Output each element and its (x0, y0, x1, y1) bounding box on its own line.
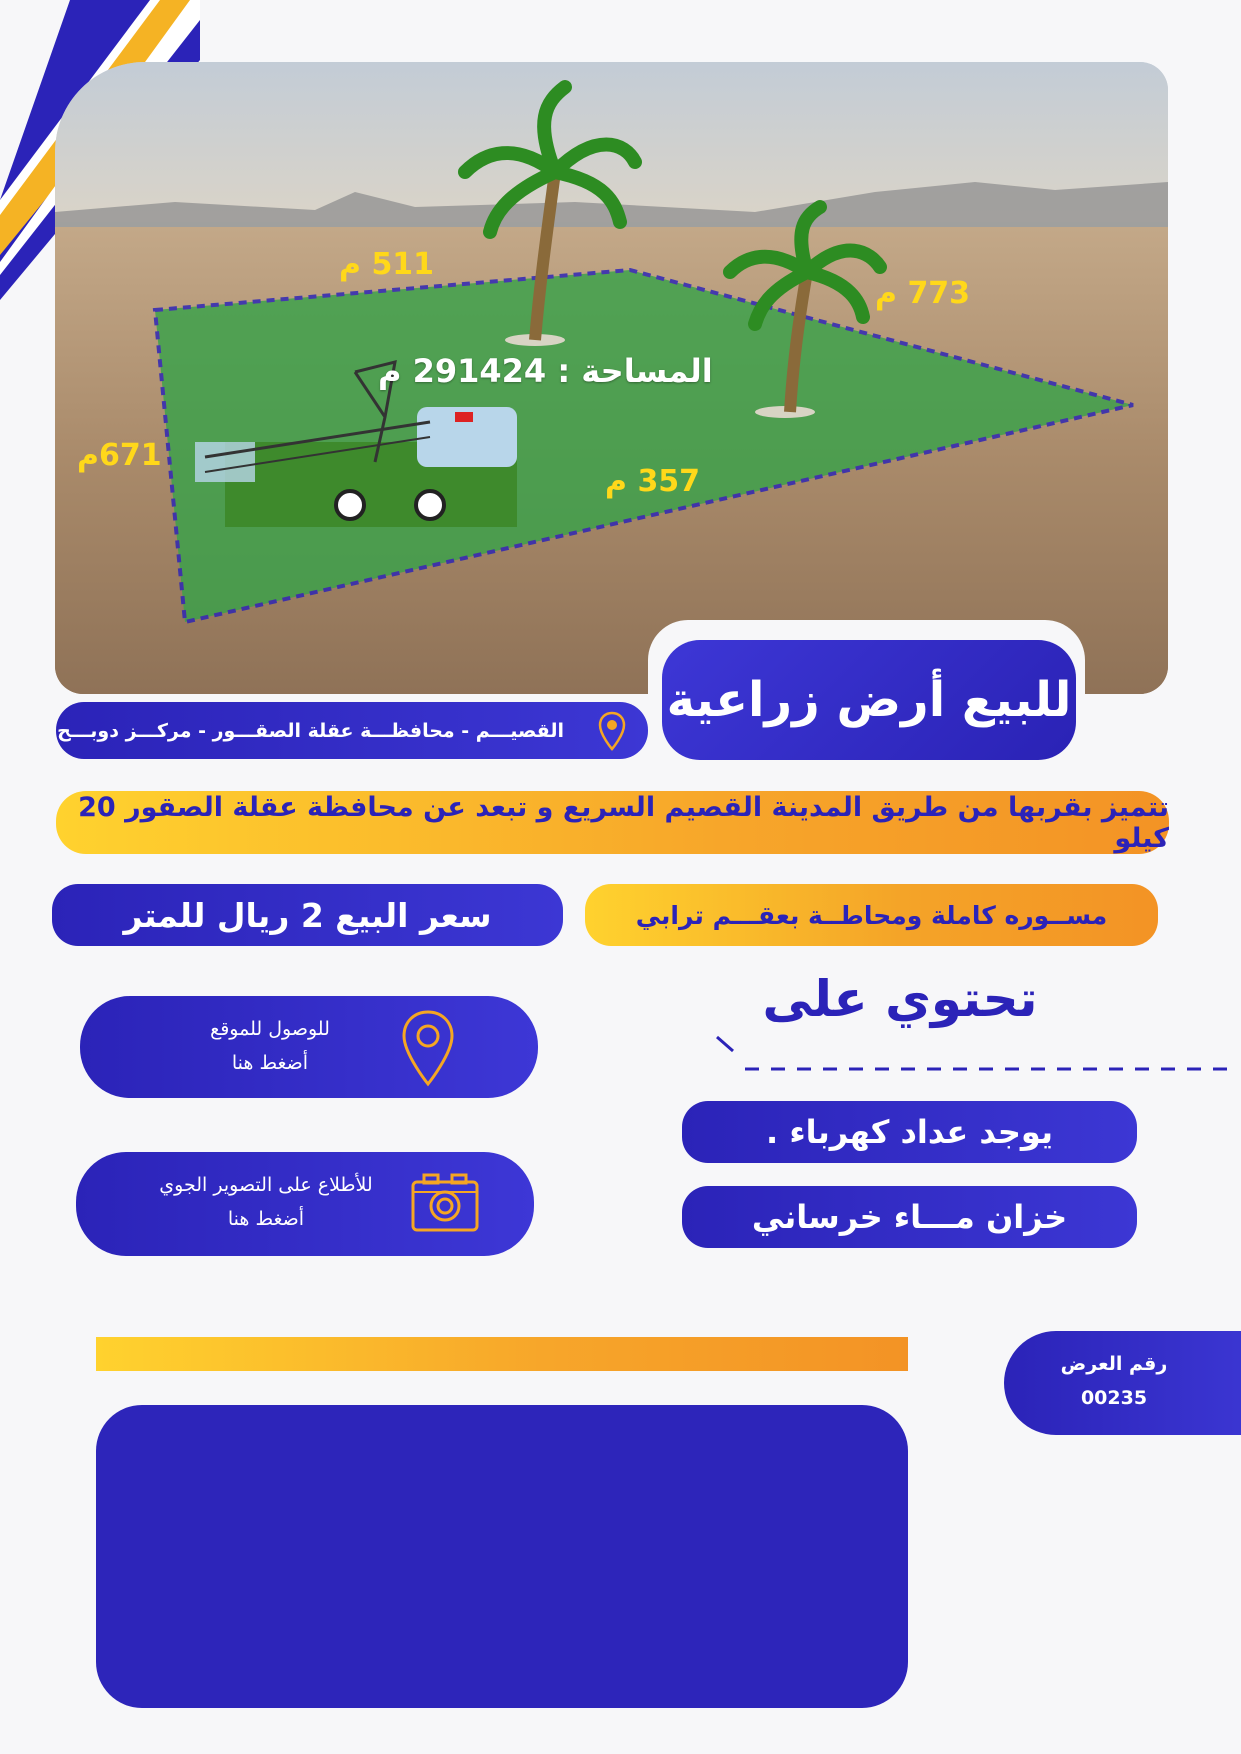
location-pin-icon (400, 1008, 456, 1088)
offer-number-tab (1004, 1331, 1241, 1435)
location-link-button[interactable] (80, 996, 538, 1098)
offer-label: رقم العرض (1060, 1353, 1168, 1375)
contains-item-water-tank: خزان مـــاء خرساني (682, 1186, 1137, 1248)
measurement-top: 511 م (339, 247, 435, 282)
contains-heading: تحتوي على (762, 970, 1038, 1028)
price-label: سعر البيع 2 ريال للمتر (52, 884, 563, 946)
camera-icon (410, 1172, 480, 1234)
page-title: للبيع أرض زراعية (662, 640, 1076, 760)
dashed-divider (715, 1035, 1241, 1075)
aerial-land-image (55, 62, 1168, 694)
location-bar (56, 702, 648, 759)
aerial-photo-link-button[interactable] (76, 1152, 534, 1256)
aerial-link-line1: للأطلاع على التصوير الجوي (159, 1174, 373, 1196)
contains-item-electricity: يوجد عداد كهرباء . (682, 1101, 1137, 1163)
measurement-bottom: 357 م (605, 464, 701, 499)
aerial-link-line2: أضغط هنا (227, 1208, 305, 1230)
measurement-right: 773 م (875, 276, 971, 311)
measurement-left: 671م (77, 438, 162, 473)
offer-number: 00235 (1080, 1387, 1148, 1409)
location-text: القصيـــم - محافظـــة عقلة الصقـــور - مركـــز دوبـــح (57, 719, 564, 742)
location-link-line1: للوصول للموقع (210, 1018, 330, 1040)
feature-banner: تتميز بقربها من طريق المدينة القصيم السريع و تبعد عن محافظة عقلة الصقور 20 كيلو (56, 791, 1169, 854)
location-pin-icon (598, 711, 626, 751)
fence-label: مســوره كاملة ومحاطــة بعقـــم ترابي (585, 884, 1158, 946)
content-placeholder-box (96, 1405, 908, 1708)
area-label: المساحة : 291424 م (378, 352, 713, 390)
location-link-line2: أضغط هنا (231, 1052, 309, 1074)
decorative-gradient-bar (96, 1337, 908, 1371)
